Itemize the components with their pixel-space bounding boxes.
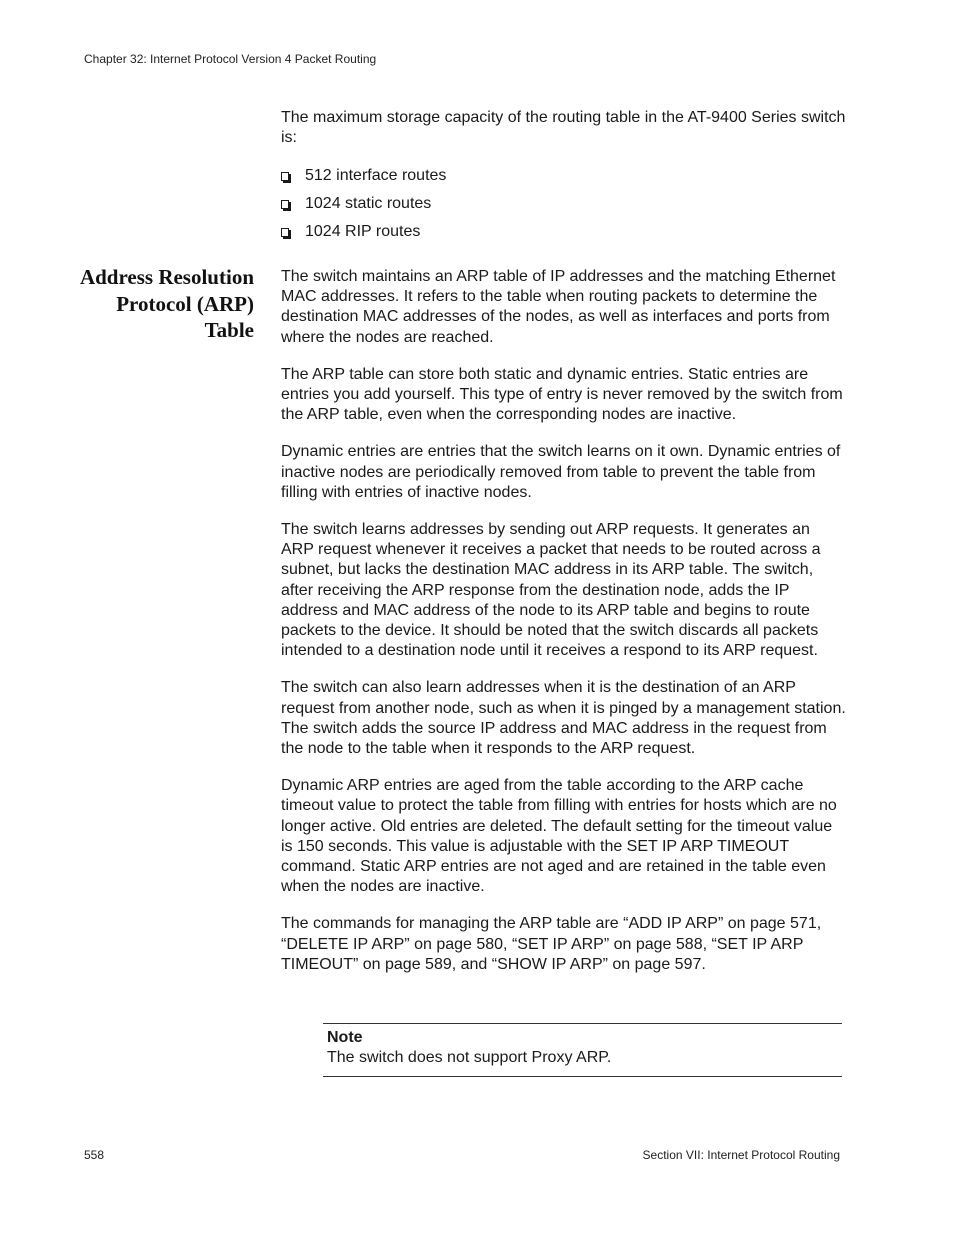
intro-block [281, 108, 846, 148]
note-text: The switch does not support Proxy ARP. [327, 1049, 612, 1066]
running-footer-section: Section VII: Internet Protocol Routing [642, 1148, 840, 1162]
note-title: Note [327, 1029, 363, 1046]
list-item-text: 1024 static routes [305, 195, 432, 212]
list-item [281, 222, 446, 250]
body-paragraph: The commands for managing the ARP table are “ADD IP ARP” on page 571, “DELETE IP ARP” on page 580, “SET IP ARP” on page 588, “SET IP ARP TIMEOUT” on page 589, and “SHOW IP ARP” on page 597. [281, 915, 822, 973]
body-paragraph: Dynamic ARP entries are aged from the table according to the ARP cache timeout value to protect the table from filling with entries for hosts which are no longer active. Old entries are deleted. The default setting for the timeout value is 150 seconds. This value is adjustable with the SET IP ARP TIMEOUT command. Static ARP entries are not aged and are retained in the table even when the nodes are inactive. [281, 777, 837, 896]
body-paragraph: Dynamic entries are entries that the switch learns on it own. Dynamic entries of inactive nodes are periodically removed from table to prevent the table from filling with entries of inactive nodes. [281, 443, 841, 501]
list-item-text: 512 interface routes [305, 167, 447, 184]
note-box [323, 1023, 842, 1077]
body-paragraph: The switch maintains an ARP table of IP addresses and the matching Ethernet MAC addresses. It refers to the table when routing packets to determine the destination MAC addresses of the nodes, as well as interfaces and ports from where the nodes are reached. [281, 268, 836, 346]
list-item-text: 1024 RIP routes [305, 223, 421, 240]
page-number: 558 [84, 1148, 105, 1162]
checkbox-bullet-icon [281, 200, 289, 209]
checkbox-bullet-icon [281, 228, 289, 237]
list-item [281, 166, 446, 194]
capacity-list [281, 166, 446, 250]
checkbox-bullet-icon [281, 172, 289, 181]
body-paragraph: The switch learns addresses by sending out ARP requests. It generates an ARP request whenever it receives a packet that needs to be routed across a subnet, but lacks the destination MAC address in its ARP table. The switch, after receiving the ARP response from the destination node, adds the IP address and MAC address of the node to its ARP table and begins to route packets to the device. It should be noted that the switch discards all packets intended to a destination node until it receives a respond to its ARP request. [281, 521, 821, 660]
running-header: Chapter 32: Internet Protocol Version 4 Packet Routing [84, 52, 377, 66]
section-heading: Address Resolution Protocol (ARP) Table [79, 265, 254, 342]
body-paragraph: The switch can also learn addresses when it is the destination of an ARP request from another node, such as when it is pinged by a management station. The switch adds the source IP address and MAC address in the request from the node to the table when it responds to the ARP request. [281, 679, 846, 758]
list-item [281, 194, 446, 222]
section-body [281, 267, 846, 992]
body-paragraph: The ARP table can store both static and dynamic entries. Static entries are entries you add yourself. This type of entry is never removed by the switch from the ARP table, even when the corresponding nodes are inactive. [281, 365, 843, 424]
intro-paragraph: The maximum storage capacity of the routing table in the AT-9400 Series switch is: [281, 109, 846, 147]
